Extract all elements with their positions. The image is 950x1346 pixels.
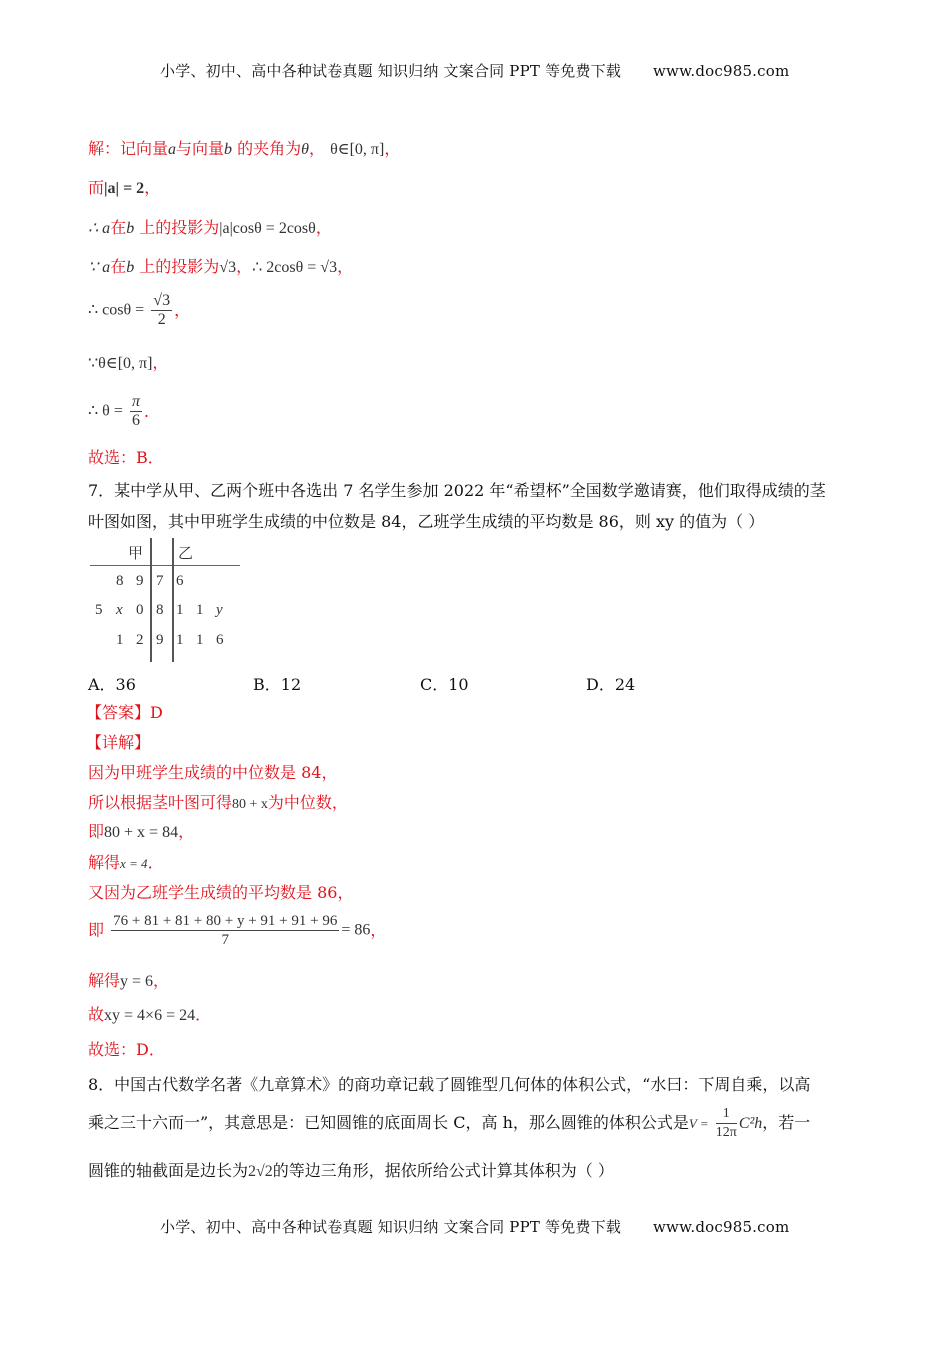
q7-detail-line3 [88, 822, 194, 843]
text: 解：记向量 [88, 139, 169, 158]
math: x = 4 [120, 856, 148, 871]
text: ， [315, 218, 332, 237]
q7-answer: 【答案】D [86, 703, 163, 722]
text: 圆锥的轴截面是边长为 [88, 1161, 249, 1180]
math: 2√2 [248, 1163, 273, 1180]
stem: 9 [156, 632, 164, 648]
math: |a| = 2 [104, 180, 145, 197]
text: 解得 [88, 971, 121, 990]
right-header: 乙 [178, 546, 194, 562]
q8-line1: 8．中国古代数学名著《九章算术》的商功章记载了圆锥型几何体的体积公式，“水曰：下周自乘，以高 [88, 1075, 811, 1094]
left-header: 甲 [128, 546, 144, 562]
math: a [168, 141, 177, 158]
leaf: 1 [196, 632, 204, 648]
text: 解得 [88, 853, 121, 872]
text: 所以根据茎叶图可得 [88, 793, 233, 812]
option-c: C．10 [420, 675, 469, 694]
text: ， [152, 353, 169, 372]
math: ∵ a [88, 259, 111, 276]
text: 上的投影为 [134, 257, 220, 276]
fraction [151, 292, 172, 329]
text: 上的投影为 [134, 218, 220, 237]
footer-url: www.doc985.com [653, 1218, 790, 1236]
stem-divider-right [172, 538, 174, 662]
math: 80 + x = 84 [104, 824, 179, 841]
math: y = 6 [120, 973, 154, 990]
denominator: 12π [715, 1125, 737, 1140]
text: 为中位数， [267, 793, 348, 812]
q7-line1: 7．某中学从甲、乙两个班中各选出 7 名学生参加 2022 年“希望杯”全国数学邀请赛，他们取得成绩的茎 [88, 481, 826, 500]
footer-text: 小学、初中、高中各种试卷真题 知识归纳 文案合同 PPT 等免费下载 [160, 1218, 622, 1236]
text: ． [147, 853, 164, 872]
text: 的等边三角形，据依所给公式计算其体积为（ ） [272, 1161, 614, 1180]
q8-line2 [88, 1103, 810, 1144]
q8-line3 [88, 1158, 614, 1181]
stem-divider-left [150, 538, 152, 662]
math: θ∈[0, π] [330, 141, 385, 158]
stem: 8 [156, 602, 164, 618]
text: ， [236, 257, 253, 276]
leaf: 9 [136, 573, 144, 589]
text: 在 [110, 218, 127, 237]
leaf: 1 [196, 602, 204, 618]
text: ， [144, 178, 161, 197]
math: b [224, 141, 233, 158]
leaf: 1 [116, 632, 124, 648]
q6-solution-line4 [88, 257, 353, 278]
denominator: 7 [221, 932, 229, 948]
q7-choice: 故选：D． [88, 1040, 165, 1059]
q6-solution-line1 [88, 139, 400, 160]
text: 乘之三十六而一”，其意思是：已知圆锥的底面周长 C，高 h，那么圆锥的体积公式是 [88, 1113, 689, 1132]
header-text: 小学、初中、高中各种试卷真题 知识归纳 文案合同 PPT 等免费下载 [160, 62, 622, 80]
text: 而 [88, 178, 105, 197]
math: ∴ cosθ = [88, 301, 145, 319]
text: ， [370, 920, 387, 940]
q6-choice: 故选：B． [88, 448, 164, 467]
leaf: 0 [136, 602, 144, 618]
numerator: 76 + 81 + 81 + 80 + y + 91 + 91 + 96 [113, 913, 338, 929]
leaf: 1 [176, 602, 184, 618]
denominator: 6 [131, 412, 140, 429]
page-header [160, 60, 789, 81]
math: θ [301, 141, 309, 158]
leaf: 6 [176, 573, 184, 589]
q6-solution-line2 [88, 178, 160, 199]
text: 的夹角为 [232, 139, 302, 158]
leaf: x [116, 602, 123, 618]
math: ∴ 2cosθ = √3 [252, 259, 338, 276]
text: ． [143, 401, 160, 421]
numerator: 1 [716, 1105, 737, 1124]
text: ， [174, 300, 191, 320]
page-footer [160, 1216, 789, 1237]
text: ， [384, 139, 401, 158]
text: ． [195, 1005, 212, 1024]
leaf: 1 [176, 632, 184, 648]
leaf: y [216, 602, 223, 618]
math: 80 + x [232, 797, 268, 812]
fraction [111, 912, 339, 949]
math: b [126, 259, 135, 276]
text: 故 [88, 1005, 105, 1024]
q7-line2: 叶图如图，其中甲班学生成绩的中位数是 84，乙班学生成绩的平均数是 86，则 xy 的值为（ ） [88, 512, 765, 531]
text: ，若一 [762, 1113, 811, 1132]
stem-leaf-plot [90, 538, 240, 662]
text: ， [308, 139, 325, 158]
leaf: 6 [216, 632, 224, 648]
math: = 86 [341, 921, 371, 939]
math: V = [688, 1116, 709, 1131]
q6-solution-line5 [88, 292, 190, 329]
leaf: 2 [136, 632, 144, 648]
option-b: B．12 [253, 675, 302, 694]
math: C²h [738, 1115, 763, 1132]
q7-detail-line2 [88, 793, 348, 815]
leaf: 5 [95, 602, 103, 618]
text: ， [153, 971, 170, 990]
q7-detail-line1: 因为甲班学生成绩的中位数是 84， [88, 763, 338, 782]
header-url: www.doc985.com [653, 62, 790, 80]
math: b [126, 220, 135, 237]
stem: 7 [156, 573, 164, 589]
q6-solution-line6 [88, 353, 168, 374]
header-divider [90, 565, 240, 566]
q7-detail-line5: 又因为乙班学生成绩的平均数是 86， [88, 883, 354, 902]
q7-detail-line8 [88, 1005, 211, 1026]
option-d: D．24 [586, 675, 636, 694]
denominator: 2 [157, 311, 166, 328]
text: 即 [88, 920, 105, 940]
q7-detail-title: 【详解】 [86, 733, 151, 752]
text: ， [178, 822, 195, 841]
text: 即 [88, 822, 105, 841]
numerator: π [131, 393, 140, 410]
q7-detail-line7 [88, 971, 169, 992]
text: 与向量 [176, 139, 225, 158]
q7-detail-line6 [88, 912, 386, 949]
math: ∴ a [88, 220, 111, 237]
q6-solution-line3 [88, 218, 332, 239]
text: 在 [110, 257, 127, 276]
math: ∵θ∈[0, π] [88, 355, 153, 372]
fraction [716, 1105, 737, 1142]
option-a: A．36 [88, 675, 136, 694]
math: √3 [219, 259, 237, 276]
leaf: 8 [116, 573, 124, 589]
text: ， [337, 257, 354, 276]
math: xy = 4×6 = 24 [104, 1007, 196, 1024]
numerator: √3 [153, 292, 171, 309]
math: ∴ θ = [88, 402, 123, 420]
q7-detail-line4 [88, 853, 164, 874]
math: |a|cosθ = 2cosθ [219, 220, 316, 237]
q6-solution-line7 [88, 393, 160, 430]
fraction [130, 393, 142, 430]
